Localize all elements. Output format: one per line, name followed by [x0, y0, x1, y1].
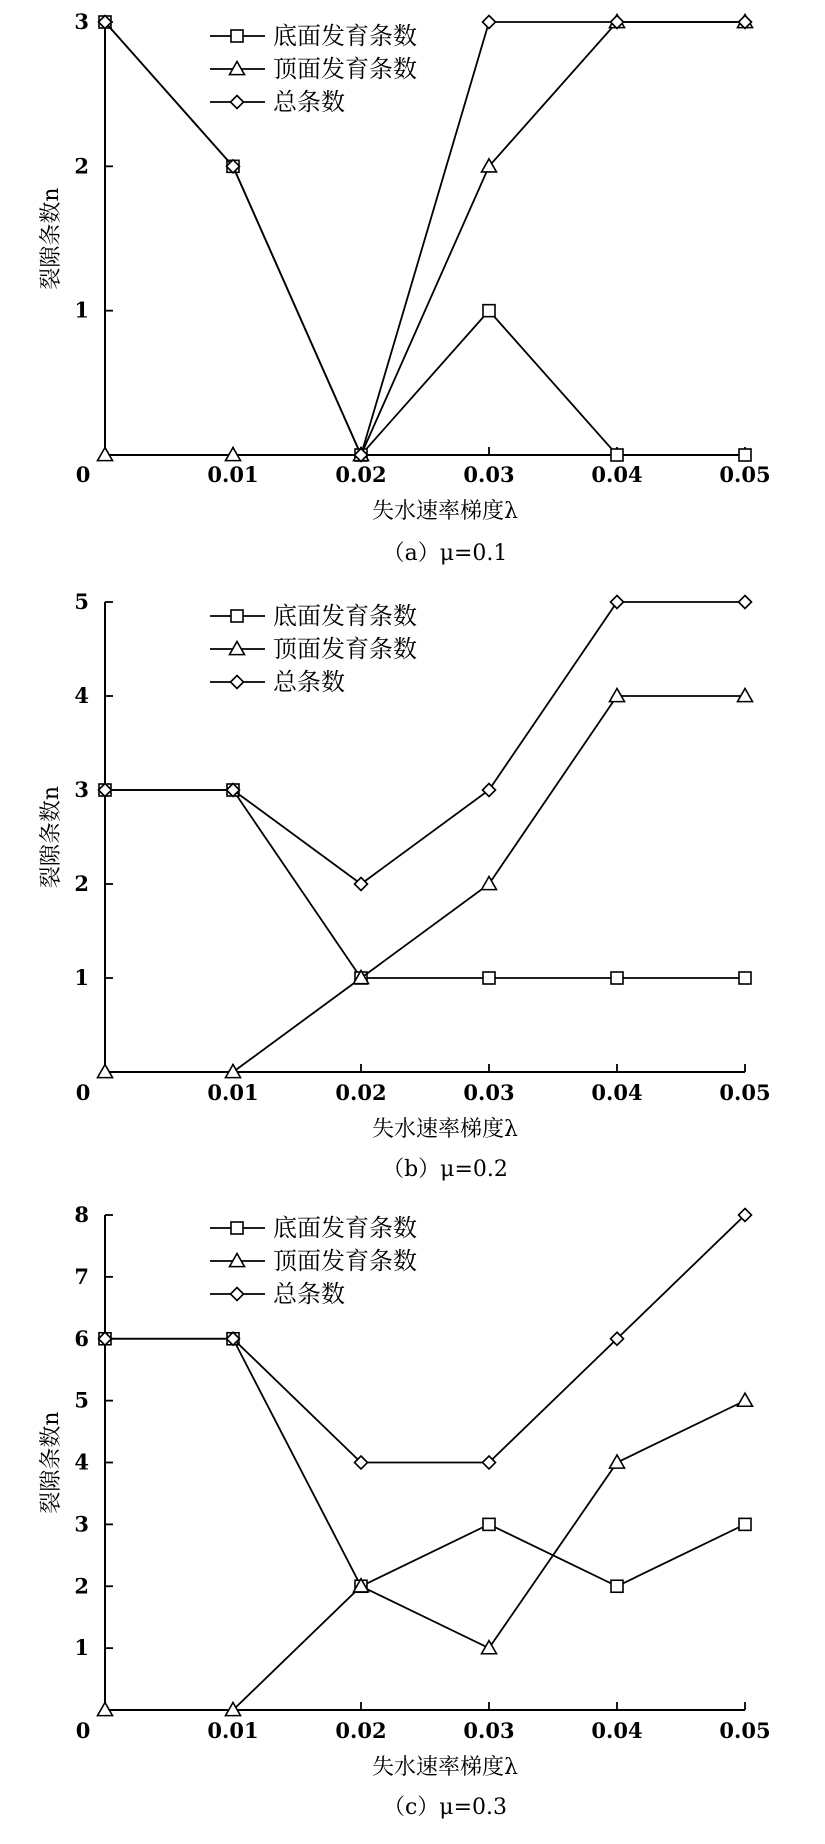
x-tick-label: 0.02: [335, 1718, 387, 1743]
legend-marker: [231, 1222, 243, 1234]
x-tick-label: 0.05: [719, 1718, 771, 1743]
chart-panel-a: [0, 0, 825, 580]
data-point: [610, 689, 625, 702]
legend: [210, 602, 417, 696]
data-point: [482, 1641, 497, 1654]
x-tick-label: 0.01: [207, 462, 259, 487]
y-axis-label: 裂隙条数n: [39, 785, 64, 889]
data-point: [738, 1393, 753, 1406]
x-tick-label: 0.01: [207, 1080, 259, 1105]
legend-marker: [231, 676, 244, 689]
legend-label: 总条数: [273, 1280, 345, 1308]
series-diamond: [99, 1209, 752, 1470]
legend: [210, 22, 417, 116]
data-point: [738, 689, 753, 702]
chart-panel-c: [0, 1200, 825, 1844]
legend-marker: [231, 96, 244, 109]
chart-b: [0, 580, 825, 1200]
legend-marker: [231, 610, 243, 622]
data-point: [483, 1518, 495, 1530]
legend-label: 底面发育条数: [273, 1214, 417, 1242]
series-line: [105, 790, 745, 978]
data-point: [483, 305, 495, 317]
data-point: [739, 1518, 751, 1530]
series-line: [105, 602, 745, 884]
chart-a: [0, 0, 825, 580]
data-point: [611, 1580, 623, 1592]
x-tick-label: 0.04: [591, 1718, 643, 1743]
data-point: [611, 449, 623, 461]
x-tick-label: 0: [75, 1080, 91, 1105]
y-tick-label: 3: [74, 777, 89, 802]
y-tick-label: 2: [74, 153, 89, 179]
x-axis-label: 失水速率梯度λ: [372, 1117, 518, 1142]
x-axis-label: 失水速率梯度λ: [372, 499, 518, 524]
y-tick-label: 3: [74, 1511, 89, 1537]
x-tick-label: 0.03: [463, 1718, 515, 1743]
y-tick-label: 6: [74, 1325, 89, 1351]
data-point: [482, 877, 497, 890]
data-point: [611, 972, 623, 984]
x-tick-label: 0.02: [335, 1080, 387, 1105]
series-line: [105, 1215, 745, 1463]
y-tick-label: 7: [74, 1263, 89, 1289]
y-tick-label: 1: [74, 965, 89, 990]
x-tick-label: 0.05: [719, 1080, 771, 1105]
x-tick-label: 0.02: [335, 462, 387, 487]
chart-panel-b: [0, 580, 825, 1200]
legend-marker: [231, 30, 243, 42]
y-tick-label: 8: [74, 1202, 89, 1227]
legend-label: 顶面发育条数: [273, 635, 417, 663]
data-point: [483, 972, 495, 984]
series-line: [105, 696, 745, 1072]
legend-label: 顶面发育条数: [273, 55, 417, 83]
y-tick-label: 2: [74, 1573, 89, 1599]
series-square: [99, 784, 751, 984]
chart-caption: （b）μ=0.2: [382, 1157, 508, 1182]
x-tick-label: 0.04: [591, 1080, 643, 1105]
data-point: [355, 878, 368, 891]
chart-caption: （c）μ=0.3: [382, 1795, 508, 1820]
legend: [210, 1214, 417, 1308]
series-diamond: [99, 596, 752, 891]
legend-marker: [230, 1254, 245, 1267]
data-point: [739, 596, 752, 609]
series-line: [105, 22, 745, 455]
x-tick-label: 0.04: [591, 462, 643, 487]
legend-label: 总条数: [273, 88, 345, 116]
data-point: [610, 1455, 625, 1468]
x-tick-label: 0: [75, 462, 91, 487]
series-triangle: [98, 689, 753, 1078]
y-tick-label: 4: [74, 683, 89, 708]
y-tick-label: 4: [74, 1449, 89, 1475]
data-point: [483, 784, 496, 797]
legend-marker: [231, 1288, 244, 1301]
x-tick-label: 0.03: [463, 462, 515, 487]
data-point: [739, 972, 751, 984]
chart-c: [0, 1200, 825, 1844]
y-tick-label: 1: [74, 1635, 89, 1661]
legend-label: 顶面发育条数: [273, 1247, 417, 1275]
y-tick-label: 1: [74, 297, 89, 323]
x-tick-label: 0.05: [719, 462, 771, 487]
legend-label: 底面发育条数: [273, 22, 417, 50]
y-tick-label: 5: [74, 589, 89, 614]
data-point: [611, 596, 624, 609]
legend-marker: [230, 62, 245, 75]
x-axis-label: 失水速率梯度λ: [372, 1755, 518, 1780]
data-point: [739, 449, 751, 461]
y-tick-label: 5: [74, 1387, 89, 1413]
y-tick-label: 3: [74, 9, 89, 34]
legend-label: 总条数: [273, 668, 345, 696]
legend-label: 底面发育条数: [273, 602, 417, 630]
y-tick-label: 2: [74, 871, 89, 896]
x-tick-label: 0.03: [463, 1080, 515, 1105]
x-tick-label: 0.01: [207, 1718, 259, 1743]
y-axis-label: 裂隙条数n: [39, 187, 64, 290]
y-axis-label: 裂隙条数n: [39, 1411, 64, 1514]
chart-caption: （a）μ=0.1: [382, 541, 508, 566]
x-tick-label: 0: [75, 1718, 91, 1743]
legend-marker: [230, 642, 245, 655]
series-diamond: [99, 16, 752, 462]
data-point: [483, 16, 496, 29]
